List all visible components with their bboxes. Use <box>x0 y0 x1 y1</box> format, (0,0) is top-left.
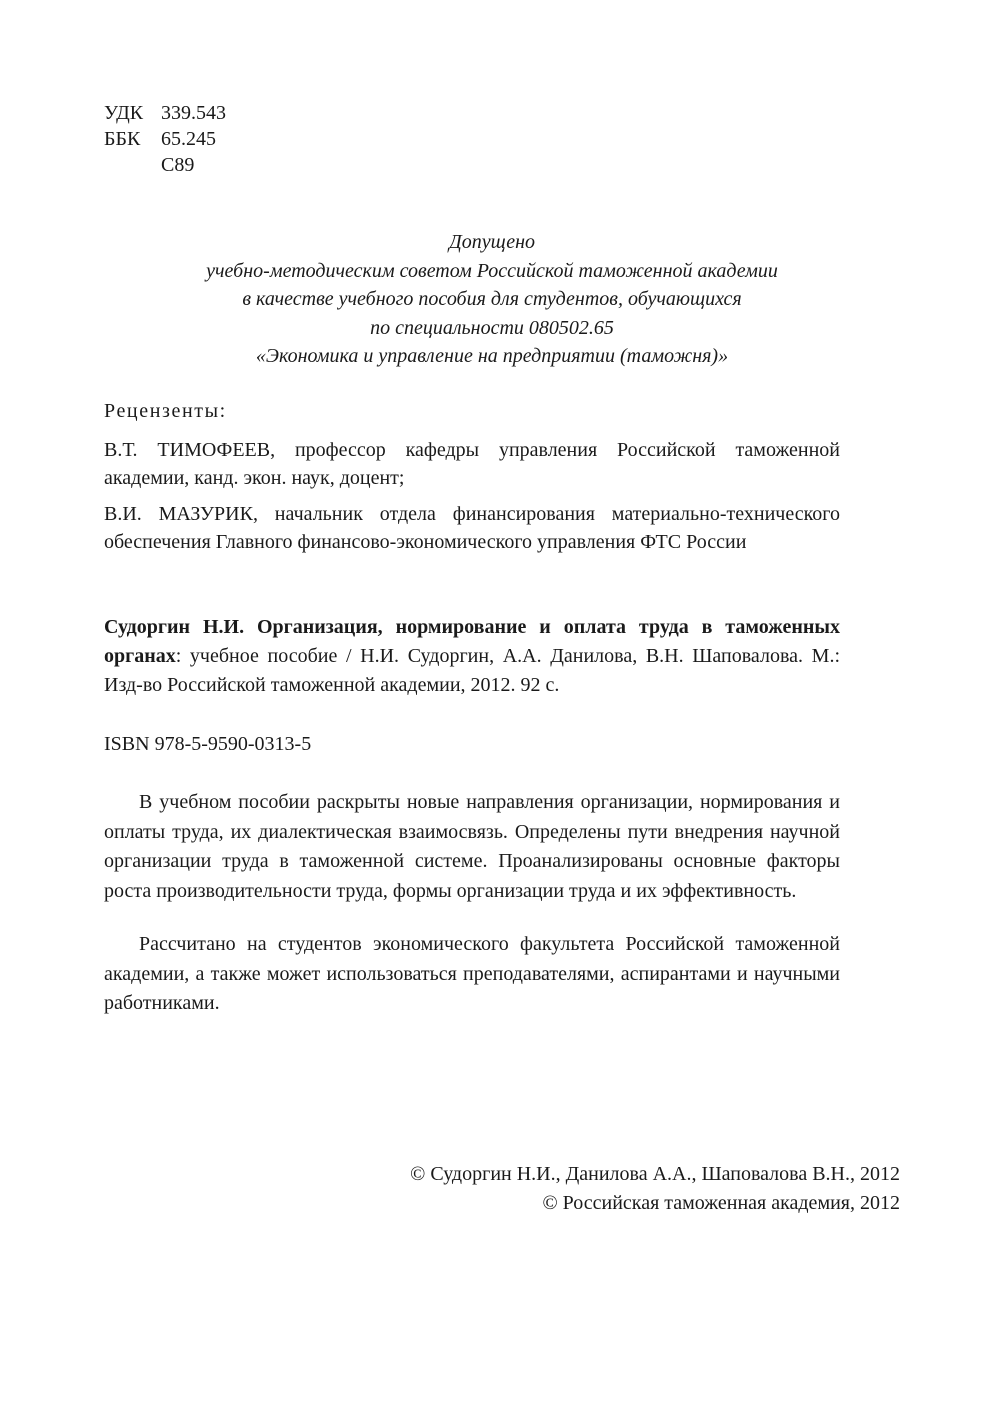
classification-block <box>104 100 226 178</box>
reviewer-entry: В.Т. ТИМОФЕЕВ, профессор кафедры управления Российской таможенной академии, канд. экон. наук, доцент; <box>104 439 840 489</box>
approval-line: в качестве учебного пособия для студентов, обучающихся <box>242 288 742 311</box>
approval-stamp <box>104 228 880 371</box>
approval-line: по специальности 080502.65 <box>370 316 614 339</box>
isbn: ISBN 978-5-9590-0313-5 <box>104 733 312 755</box>
author-mark: С89 <box>161 154 195 176</box>
udk-value: 339.543 <box>161 102 226 124</box>
approval-line: «Экономика и управление на предприятии (таможня)» <box>255 345 729 368</box>
udk-row <box>104 100 226 126</box>
bbk-label: ББК <box>104 128 141 150</box>
bbk-row <box>104 126 226 152</box>
bbk-value: 65.245 <box>161 128 216 150</box>
book-title: Судоргин Н.И. Организация, нормирование и оплата труда в таможенных органах <box>104 616 840 667</box>
publication-details: : учебное пособие / Н.И. Судоргин, А.А. Данилова, В.Н. Шаповалова. М.: Изд-во Российской таможенной академии, 2012. 92 с. <box>104 645 840 696</box>
abstract-paragraph: В учебном пособии раскрыты новые направления организации, нормирования и оплаты труда, их диалектическая взаимосвязь. Определены пути внедрения научной организации труда в таможенной системе. Проанализированы основные факторы роста производительности труда, формы организации труда и их эффективность. <box>104 791 840 902</box>
approval-line: учебно-методическим советом Российской таможенной академии <box>206 259 778 282</box>
approval-line: Допущено <box>449 231 535 253</box>
copyright-publisher: © Российская таможенная академия, 2012 <box>542 1192 900 1214</box>
abstract-paragraph: Рассчитано на студентов экономического факультета Российской таможенной академии, а также может использоваться преподавателями, аспирантами и научными работниками. <box>104 933 840 1014</box>
author-mark-row <box>104 152 226 178</box>
copyright-block <box>410 1160 900 1218</box>
copyright-authors: © Судоргин Н.И., Данилова А.А., Шаповалова В.Н., 2012 <box>410 1163 900 1185</box>
reviewer-entry: В.И. МАЗУРИК, начальник отдела финансирования материально-технического обеспечения Главного финансово-экономического управления ФТС России <box>104 503 840 553</box>
bibliographic-description <box>104 613 840 700</box>
reviewers-heading: Рецензенты: <box>104 400 227 422</box>
udk-label: УДК <box>104 102 144 124</box>
